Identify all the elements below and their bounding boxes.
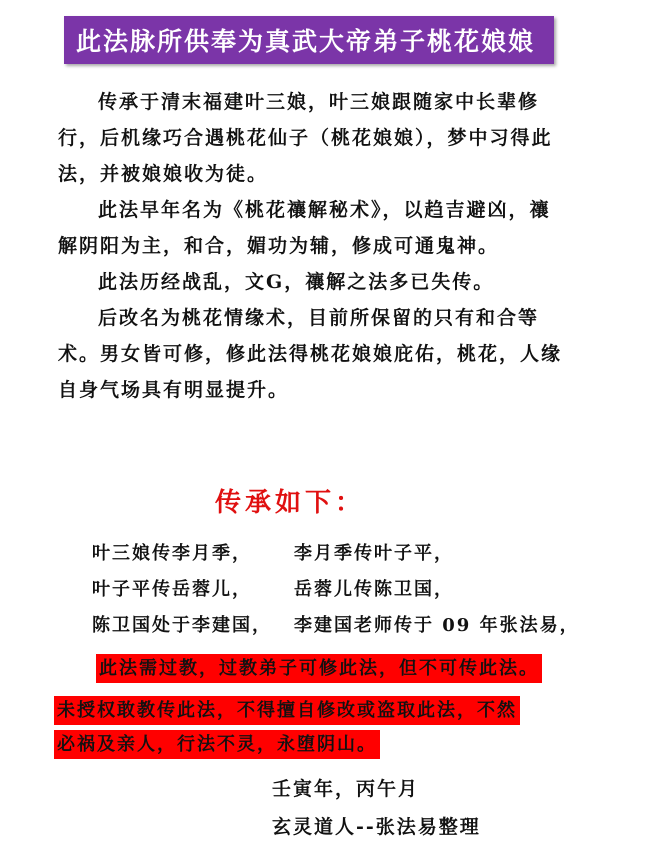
warning-line-3: 必祸及亲人，行法不灵，永堕阴山。 [54, 730, 380, 759]
title-banner [64, 16, 554, 64]
warning-line-2-wrap [54, 696, 520, 722]
lineage-entry: 岳蓉儿传陈卫国， [294, 579, 454, 600]
intro-section [58, 84, 568, 408]
warning-line-1: 此法需过教，过教弟子可修此法，但不可传此法。 [96, 654, 542, 683]
warning-line-1-wrap [96, 654, 542, 680]
lineage-entry: 叶子平传岳蓉儿， [92, 579, 252, 600]
lineage-entry: 陈卫国处于李建国， [92, 615, 272, 636]
lineage-heading: 传承如下： [215, 488, 366, 518]
lineage-entry: 叶三娘传李月季， [92, 543, 252, 564]
page-title: 此法脉所供奉为真武大帝弟子桃花娘娘 [76, 27, 536, 56]
lineage-entry: 李月季传叶子平， [294, 543, 454, 564]
lineage-row [92, 606, 592, 642]
intro-paragraph-2: 此法早年名为《桃花禳解秘术》，以趋吉避凶，禳解阴阳为主，和合，媚功为辅，修成可通鬼神。 [58, 199, 551, 257]
lineage-list [92, 534, 592, 642]
signature-date: 壬寅年，丙午月 [272, 778, 420, 800]
lineage-entry: 李建国老师传于 09 年张法易， [294, 615, 580, 636]
intro-paragraph-3: 此法历经战乱，文G，禳解之法多已失传。 [98, 271, 495, 293]
intro-paragraph-1: 传承于清末福建叶三娘，叶三娘跟随家中长辈修行，后机缘巧合遇桃花仙子（桃花娘娘），梦中习得此法，并被娘娘收为徒。 [58, 91, 553, 185]
lineage-row [92, 534, 592, 570]
lineage-row [92, 570, 592, 606]
signature-author: 玄灵道人--张法易整理 [272, 816, 481, 838]
warning-line-3-wrap [54, 730, 380, 756]
intro-paragraph-4: 后改名为桃花情缘术，目前所保留的只有和合等术。男女皆可修，修此法得桃花娘娘庇佑，桃花，人缘自身气场具有明显提升。 [58, 307, 563, 401]
warning-line-2: 未授权敢教传此法，不得擅自修改或盗取此法，不然 [54, 696, 520, 725]
